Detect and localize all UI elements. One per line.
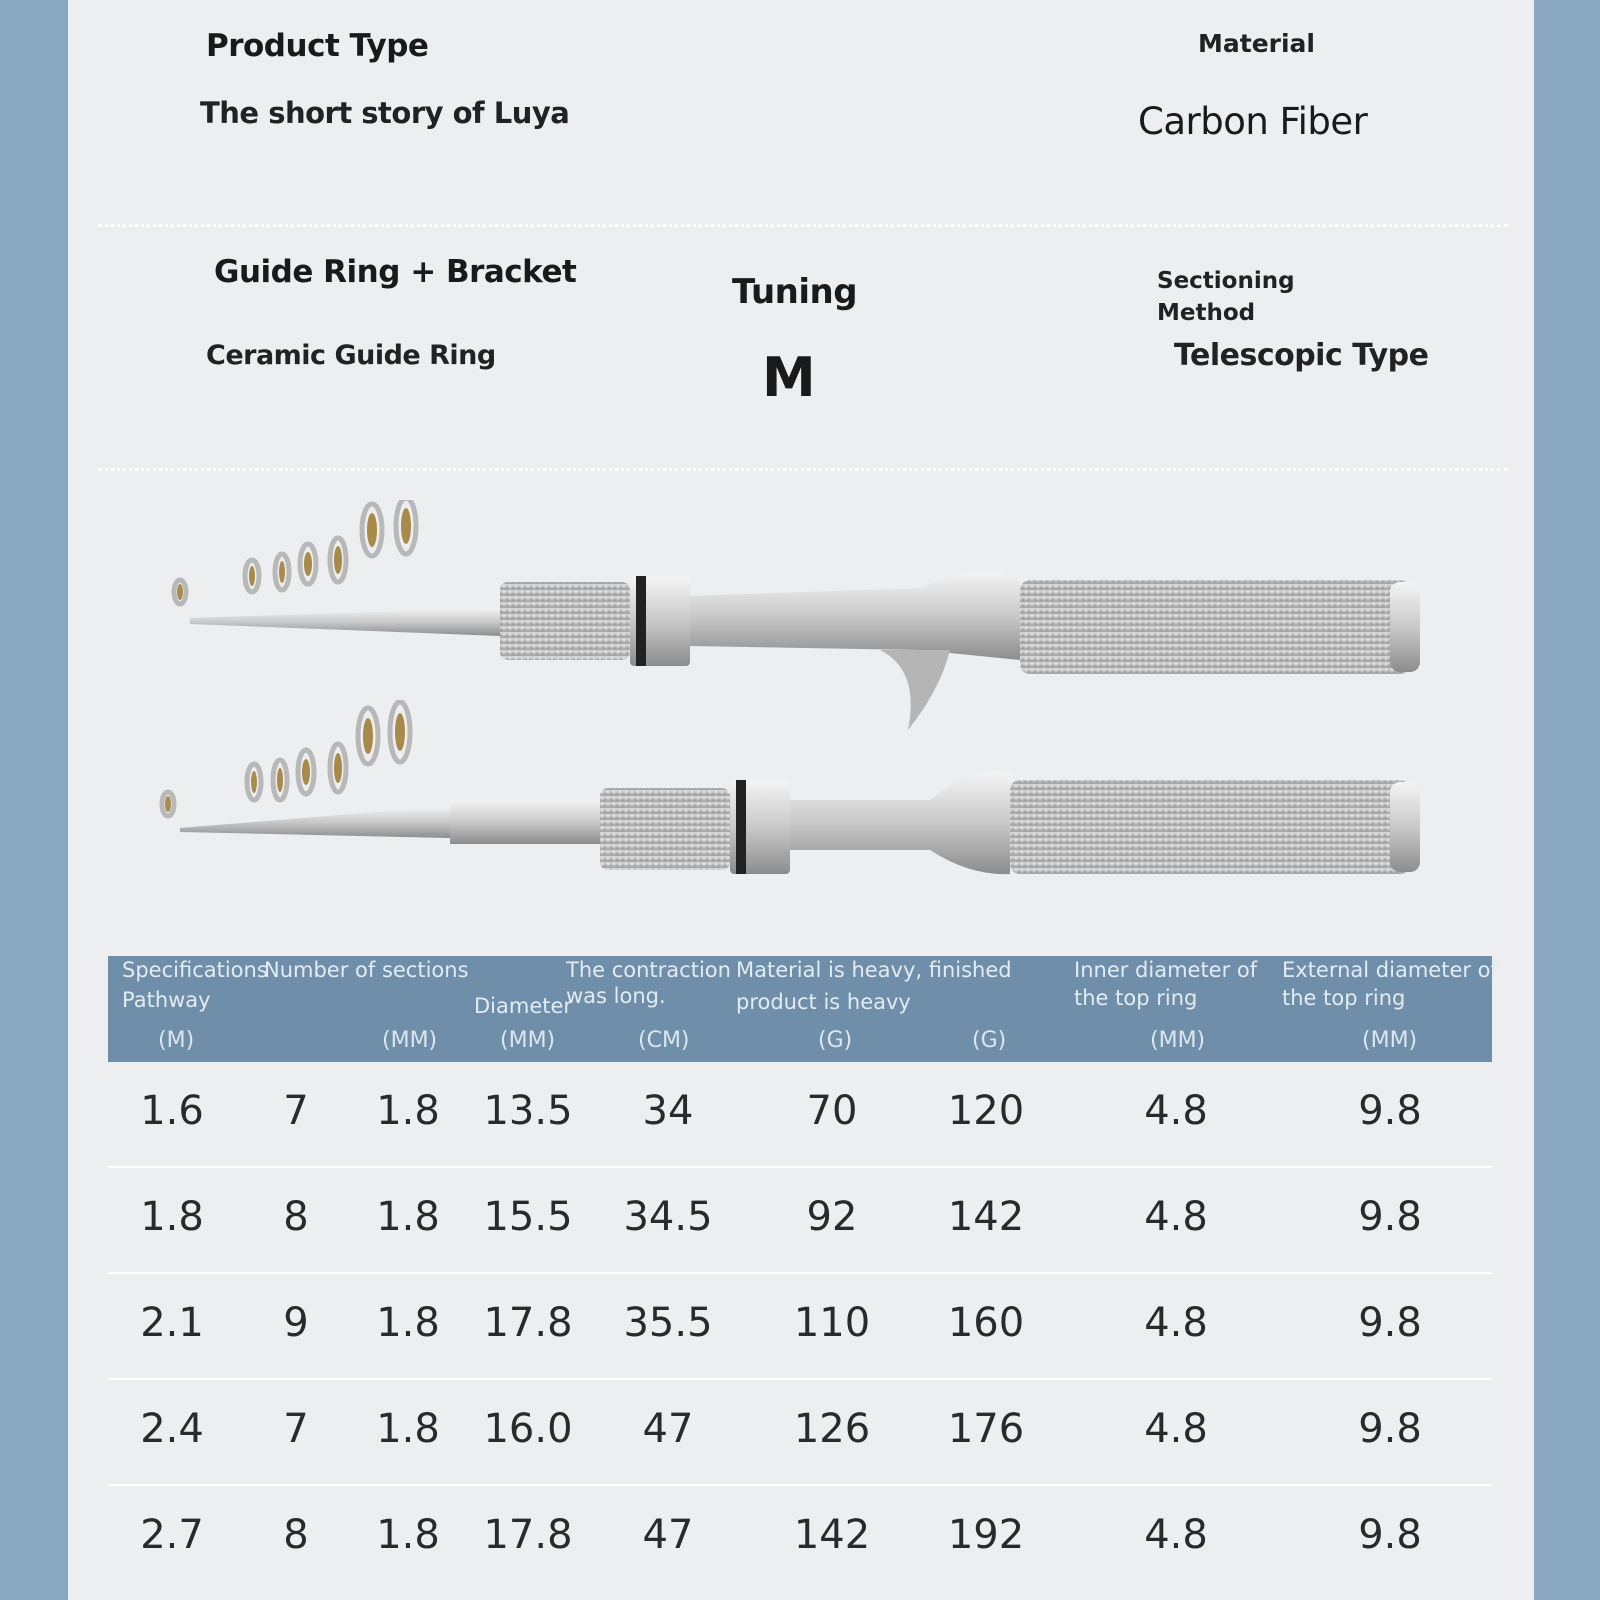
left-border-bar (0, 0, 68, 1600)
right-border-bar (1534, 0, 1600, 1600)
cell-external-diameter: 9.8 (1358, 1088, 1422, 1134)
header-inner-diameter-line2: the top ring (1074, 986, 1198, 1010)
product-type-label: Product Type (206, 28, 429, 64)
sectioning-label-line2: Method (1157, 300, 1256, 326)
header-specifications: Specifications (122, 958, 268, 982)
cell-diameter: 13.5 (483, 1088, 573, 1134)
sectioning-label-line1: Sectioning (1157, 268, 1295, 294)
cell-length: 2.7 (140, 1512, 204, 1558)
product-type-value: The short story of Luya (200, 96, 570, 130)
cell-external-diameter: 9.8 (1358, 1194, 1422, 1240)
material-value: Carbon Fiber (1138, 100, 1368, 143)
header-contraction-line1: The contraction (566, 958, 731, 982)
cell-diameter: 15.5 (483, 1194, 573, 1240)
cell-product-weight: 160 (947, 1300, 1025, 1346)
table-row (108, 1274, 1492, 1380)
cell-contraction: 34 (642, 1088, 694, 1134)
header-number-of-sections: Number of sections (264, 958, 469, 982)
cell-contraction: 34.5 (623, 1194, 713, 1240)
cell-product-weight: 192 (947, 1512, 1025, 1558)
material-label: Material (1198, 29, 1315, 58)
header-contraction-line2: was long. (566, 984, 666, 1008)
header-external-diameter-line1: External diameter of (1282, 958, 1498, 982)
cell-length: 1.8 (140, 1194, 204, 1240)
table-row (108, 1062, 1492, 1168)
cell-material-weight: 110 (793, 1300, 871, 1346)
header-inner-diameter-line1: Inner diameter of (1074, 958, 1258, 982)
divider-top (98, 224, 1508, 227)
header-weight-line2: product is heavy (736, 990, 911, 1014)
guide-ring-label: Guide Ring + Bracket (214, 254, 577, 290)
cell-contraction: 47 (642, 1512, 694, 1558)
tuning-label: Tuning (732, 272, 858, 312)
cell-sections: 8 (283, 1194, 309, 1240)
cell-inner-diameter: 4.8 (1144, 1088, 1208, 1134)
header-diameter: Diameter (474, 994, 573, 1018)
cell-contraction: 47 (642, 1406, 694, 1452)
cell-sections: 8 (283, 1512, 309, 1558)
cell-length: 1.6 (140, 1088, 204, 1134)
cell-material-weight: 126 (793, 1406, 871, 1452)
cell-external-diameter: 9.8 (1358, 1300, 1422, 1346)
cell-inner-diameter: 4.8 (1144, 1512, 1208, 1558)
cell-diameter: 17.8 (483, 1512, 573, 1558)
cell-material-weight: 70 (806, 1088, 858, 1134)
unit-mm-4: (MM) (1362, 1028, 1418, 1053)
spinning-rod-illustration (150, 700, 1440, 900)
table-row (108, 1486, 1492, 1592)
cell-length: 2.1 (140, 1300, 204, 1346)
cell-tip-diameter: 1.8 (376, 1512, 440, 1558)
cell-product-weight: 120 (947, 1088, 1025, 1134)
unit-mm-2: (MM) (500, 1028, 556, 1053)
cell-length: 2.4 (140, 1406, 204, 1452)
unit-mm-3: (MM) (1150, 1028, 1206, 1053)
unit-g-1: (G) (818, 1028, 853, 1053)
guide-ring-value: Ceramic Guide Ring (206, 340, 496, 371)
table-row (108, 1168, 1492, 1274)
cell-product-weight: 176 (947, 1406, 1025, 1452)
cell-inner-diameter: 4.8 (1144, 1300, 1208, 1346)
cell-diameter: 17.8 (483, 1300, 573, 1346)
header-external-diameter-line2: the top ring (1282, 986, 1406, 1010)
header-weight-line1: Material is heavy, finished (736, 958, 1012, 982)
cell-sections: 7 (283, 1088, 309, 1134)
unit-mm-1: (MM) (382, 1028, 438, 1053)
cell-material-weight: 142 (793, 1512, 871, 1558)
sectioning-value: Telescopic Type (1174, 338, 1429, 373)
cell-tip-diameter: 1.8 (376, 1194, 440, 1240)
tuning-value: M (762, 346, 816, 409)
divider-middle (98, 468, 1508, 471)
cell-tip-diameter: 1.8 (376, 1088, 440, 1134)
cell-product-weight: 142 (947, 1194, 1025, 1240)
unit-m: (M) (158, 1028, 195, 1053)
cell-material-weight: 92 (806, 1194, 858, 1240)
cell-inner-diameter: 4.8 (1144, 1406, 1208, 1452)
cell-inner-diameter: 4.8 (1144, 1194, 1208, 1240)
header-pathway: Pathway (122, 988, 211, 1012)
table-row (108, 1380, 1492, 1486)
cell-tip-diameter: 1.8 (376, 1300, 440, 1346)
unit-cm: (CM) (638, 1028, 690, 1053)
cell-contraction: 35.5 (623, 1300, 713, 1346)
unit-g-2: (G) (972, 1028, 1007, 1053)
specs-table-header (108, 956, 1498, 1062)
cell-external-diameter: 9.8 (1358, 1406, 1422, 1452)
cell-external-diameter: 9.8 (1358, 1512, 1422, 1558)
cell-sections: 9 (283, 1300, 309, 1346)
cell-diameter: 16.0 (483, 1406, 573, 1452)
cell-tip-diameter: 1.8 (376, 1406, 440, 1452)
cell-sections: 7 (283, 1406, 309, 1452)
